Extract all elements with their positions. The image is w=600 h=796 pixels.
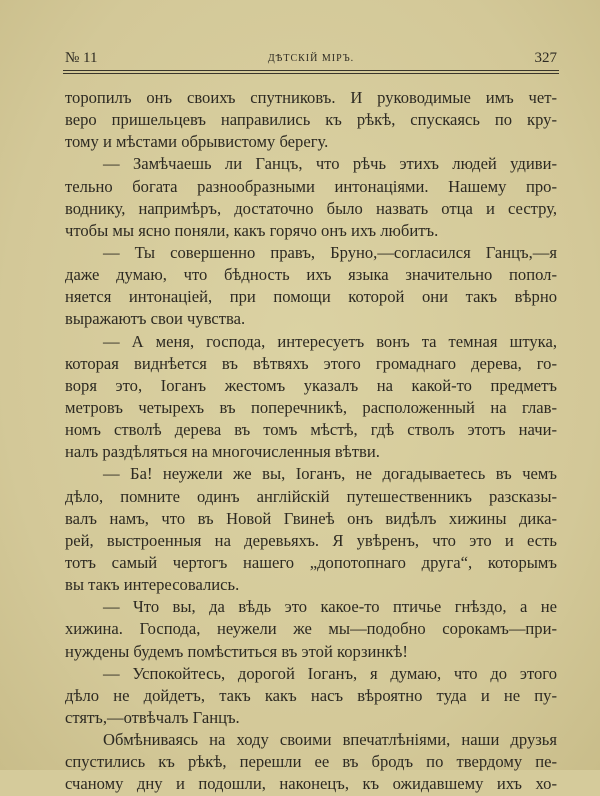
text-line: — Успокойтесь, дорогой Іоганъ, я думаю, что до этого: [103, 663, 557, 683]
text-line: — Ба! неужели же вы, Іоганъ, не догадываетесь въ чемъ: [103, 464, 557, 484]
running-header: [65, 50, 557, 68]
header-rule: [63, 70, 559, 71]
text-line: тотъ самый чертогъ нашего „допотопнаго друга“, которымъ: [65, 552, 557, 572]
text-line: Обмѣниваясь на ходу своими впечатлѣніями, наши друзья: [103, 730, 557, 750]
text-line: веро пришельцевъ направились къ рѣкѣ, спускаясь по кру-: [65, 110, 557, 130]
text-line: дѣло не дойдетъ, такъ какъ насъ вѣроятно туда и не пу-: [65, 685, 557, 705]
text-line: няется интонаціей, при помощи которой они такъ вѣрно: [65, 287, 557, 307]
text-line: выражаютъ свои чувства.: [65, 309, 246, 329]
text-line: даже думаю, что бѣдность ихъ языка значительно попол-: [65, 265, 557, 285]
text-line: вы такъ интересовались.: [65, 575, 240, 595]
text-line: рей, выстроенныя на деревьяхъ. Я увѣренъ, что это и есть: [65, 530, 557, 550]
body-text: [65, 87, 557, 796]
text-line: воднику, напримѣръ, достаточно было назвать отца и сестру,: [65, 198, 557, 218]
page-number: 327: [534, 50, 557, 66]
text-line: хижина. Господа, неужели же мы—подобно сорокамъ—при-: [65, 619, 557, 639]
issue-number: № 11: [65, 50, 98, 66]
text-line: торопилъ онъ своихъ спутниковъ. И руководимые имъ чет-: [65, 88, 557, 107]
journal-title: ДѢТСКІЙ МІРЪ.: [267, 53, 355, 64]
text-line: чтобы мы ясно поняли, какъ горячо онъ ихъ любитъ.: [65, 220, 439, 240]
header-rule: [63, 73, 559, 74]
text-line: — А меня, господа, интересуетъ вонъ та темная штука,: [103, 331, 557, 351]
text-line: валъ намъ, что въ Новой Гвинеѣ онъ видѣлъ хижины дика-: [65, 508, 557, 528]
text-line: — Замѣчаешь ли Ганцъ, что рѣчь этихъ людей удиви-: [103, 154, 557, 174]
text-line: спустились къ рѣкѣ, перешли ее въ бродъ по твердому пе-: [65, 752, 557, 772]
text-line: — Что вы, да вѣдь это какое-то птичье гнѣздо, а не: [103, 597, 557, 617]
text-line: метровъ четырехъ въ поперечникѣ, расположенный на глав-: [65, 397, 557, 417]
text-line: стятъ,—отвѣчалъ Ганцъ.: [65, 707, 240, 727]
text-line: — Ты совершенно правъ, Бруно,—согласился Ганцъ,—я: [103, 242, 557, 262]
text-line: нуждены будемъ помѣститься въ этой корзинкѣ!: [65, 641, 408, 661]
text-line: тому и мѣстами обрывистому берегу.: [65, 132, 329, 152]
text-line: налъ раздѣляться на многочисленныя вѣтви.: [65, 442, 380, 462]
text-line: которая виднѣется въ вѣтвяхъ этого громаднаго дерева, го-: [65, 353, 557, 373]
text-line: номъ стволѣ дерева въ томъ мѣстѣ, гдѣ стволъ этотъ начи-: [65, 420, 557, 440]
text-line: тельно богата разнообразными интонаціями. Нашему про-: [65, 176, 557, 196]
text-line: счаному дну и подошли, наконецъ, къ ожидавшему ихъ хо-: [65, 774, 557, 794]
text-line: воря это, Іоганъ жестомъ указалъ на какой-то предметъ: [65, 375, 557, 395]
text-line: дѣло, помните одинъ англійскій путешественникъ разсказы-: [65, 486, 557, 506]
